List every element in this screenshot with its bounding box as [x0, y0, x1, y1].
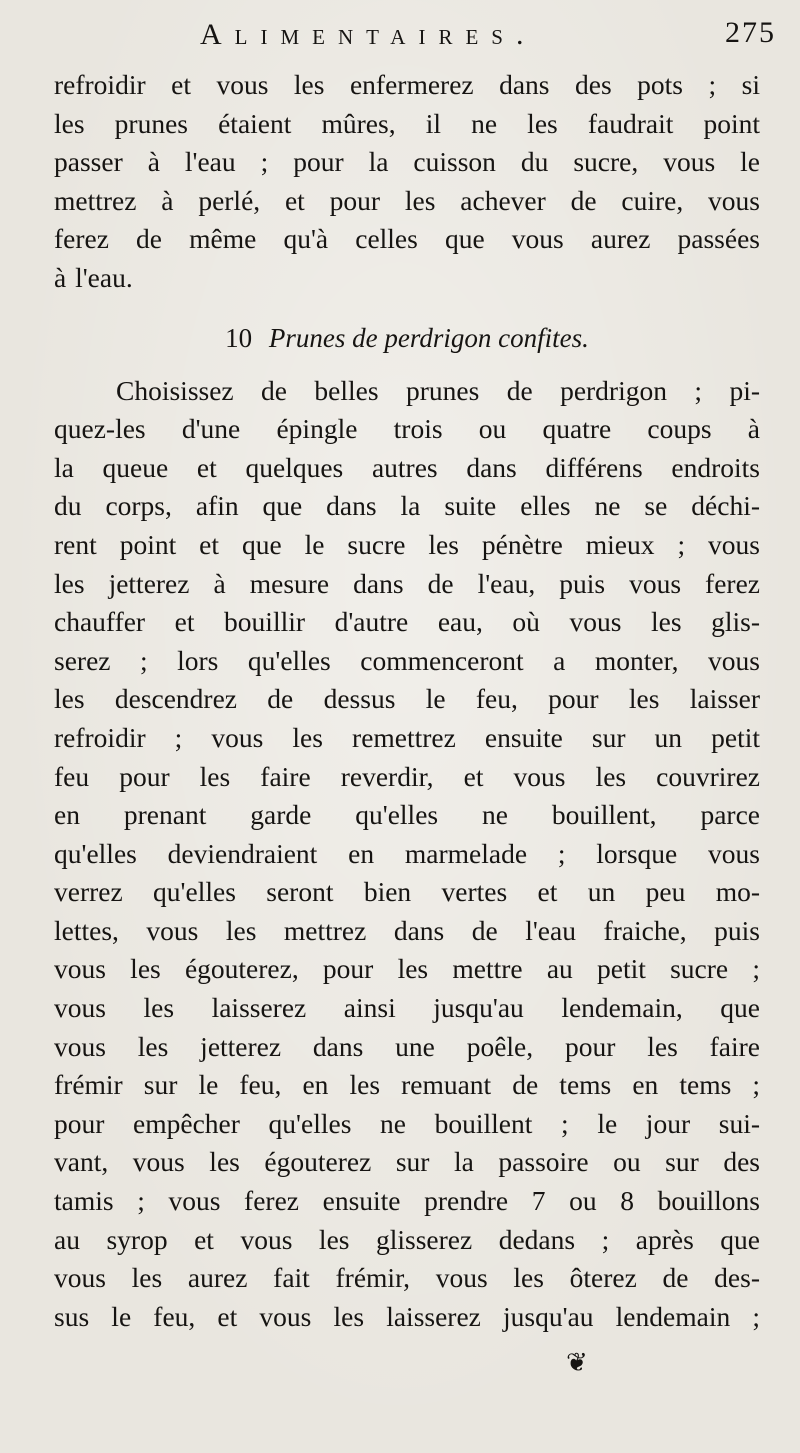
section-number: 10: [225, 322, 253, 353]
text-line: à l'eau.: [54, 261, 133, 293]
text-line: vous les aurez fait frémir, vous les ôterez de des-: [54, 1262, 760, 1294]
text-line: chauffer et bouillir d'autre eau, où vous les glis-: [54, 606, 760, 638]
text-line: quez-les d'une épingle trois ou quatre coups à: [54, 413, 760, 445]
text-line: ferez de même qu'à celles que vous aurez passées: [54, 223, 760, 255]
text-line: passer à l'eau ; pour la cuisson du sucre, vous le: [54, 146, 760, 178]
text-line: Choisissez de belles prunes de perdrigon ; pi-: [116, 374, 760, 406]
text-line: la queue et quelques autres dans différens endroits: [54, 451, 760, 483]
text-line: qu'elles deviendraient en marmelade ; lorsque vous: [54, 837, 760, 869]
text-line: au syrop et vous les glisserez dedans ; après que: [54, 1223, 760, 1255]
paragraph-continued: [54, 66, 760, 298]
text-line: les prunes étaient mûres, il ne les faudrait point: [54, 107, 760, 139]
text-line: verrez qu'elles seront bien vertes et un peu mo-: [54, 876, 760, 908]
text-line: pour empêcher qu'elles ne bouillent ; le jour sui-: [54, 1107, 760, 1139]
text-line: frémir sur le feu, en les remuant de tems en tems ;: [54, 1069, 760, 1101]
page-header: [0, 14, 800, 62]
text-line: sus le feu, et vous les laisserez jusqu'au lendemain ;: [54, 1300, 760, 1332]
running-head: Alimentaires.: [200, 18, 537, 51]
page-body: [54, 66, 760, 1336]
text-line: les descendrez de dessus le feu, pour les laisser: [54, 683, 760, 715]
ornament-icon: ❦: [566, 1348, 588, 1377]
text-line: vant, vous les égouterez sur la passoire ou sur des: [54, 1146, 760, 1178]
text-line: rent point et que le sucre les pénètre mieux ; vous: [54, 528, 760, 560]
text-line: vous les jetterez dans une poêle, pour les faire: [54, 1030, 760, 1062]
text-line: feu pour les faire reverdir, et vous les couvrirez: [54, 760, 760, 792]
paragraph-recipe: [54, 372, 760, 1337]
text-line: vous les laisserez ainsi jusqu'au lendemain, que: [54, 992, 760, 1024]
section-heading: [54, 318, 760, 358]
text-line: du corps, afin que dans la suite elles ne se déchi-: [54, 490, 760, 522]
text-line: vous les égouterez, pour les mettre au petit sucre ;: [54, 953, 760, 985]
text-line: les jetterez à mesure dans de l'eau, puis vous ferez: [54, 567, 760, 599]
text-line: serez ; lors qu'elles commenceront a monter, vous: [54, 644, 760, 676]
text-line: mettrez à perlé, et pour les achever de cuire, vous: [54, 184, 760, 216]
text-line: tamis ; vous ferez ensuite prendre 7 ou 8 bouillons: [54, 1185, 760, 1217]
page-number: 275: [725, 16, 776, 49]
text-line: refroidir ; vous les remettrez ensuite sur un petit: [54, 721, 760, 753]
text-line: refroidir et vous les enfermerez dans des pots ; si: [54, 69, 760, 100]
section-title: Prunes de perdrigon confites.: [268, 322, 589, 353]
text-line: lettes, vous les mettrez dans de l'eau fraiche, puis: [54, 914, 760, 946]
text-line: en prenant garde qu'elles ne bouillent, parce: [54, 799, 760, 831]
